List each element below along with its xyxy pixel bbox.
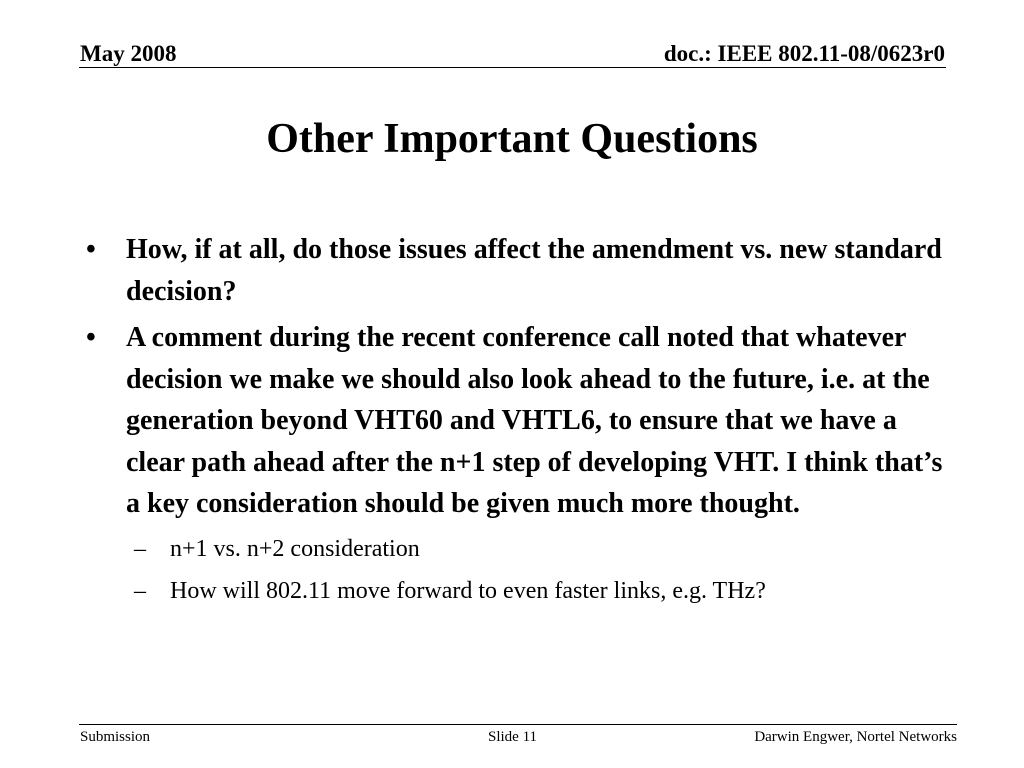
sub-bullet-text: n+1 vs. n+2 consideration: [170, 535, 420, 562]
footer-submission: Submission: [80, 729, 151, 745]
dash-icon: –: [134, 577, 146, 604]
header-divider: [79, 67, 946, 68]
dash-icon: –: [134, 535, 146, 562]
bullet-text: How, if at all, do those issues affect the amendment vs. new standard decision?: [126, 234, 942, 307]
sub-bullet-item: [126, 570, 956, 612]
bullet-item: [86, 317, 956, 612]
bullet-text: A comment during the recent conference call noted that whatever decision we make we should also look ahead to the future, i.e. at the generation beyond VHT60 and VHTL6, to ensure that we have a clear path ahead after the n+1 step of developing VHT. I think that’s a key consideration should be given much more thought.: [126, 322, 943, 519]
bullet-dot-icon: •: [86, 322, 96, 353]
footer-slide-number: Slide 11: [488, 729, 538, 745]
sub-bullet-list: [126, 528, 956, 612]
header-date: May 2008: [80, 41, 177, 66]
slide-content: [86, 229, 956, 617]
slide-title: Other Important Questions: [266, 116, 758, 162]
footer-divider: [79, 724, 957, 725]
sub-bullet-text: How will 802.11 move forward to even faster links, e.g. THz?: [170, 577, 766, 604]
footer-author: Darwin Engwer, Nortel Networks: [754, 729, 957, 745]
header-doc-id: doc.: IEEE 802.11-08/0623r0: [663, 41, 945, 66]
bullet-item: [86, 229, 956, 312]
bullet-dot-icon: •: [86, 234, 96, 265]
sub-bullet-item: [126, 528, 956, 570]
